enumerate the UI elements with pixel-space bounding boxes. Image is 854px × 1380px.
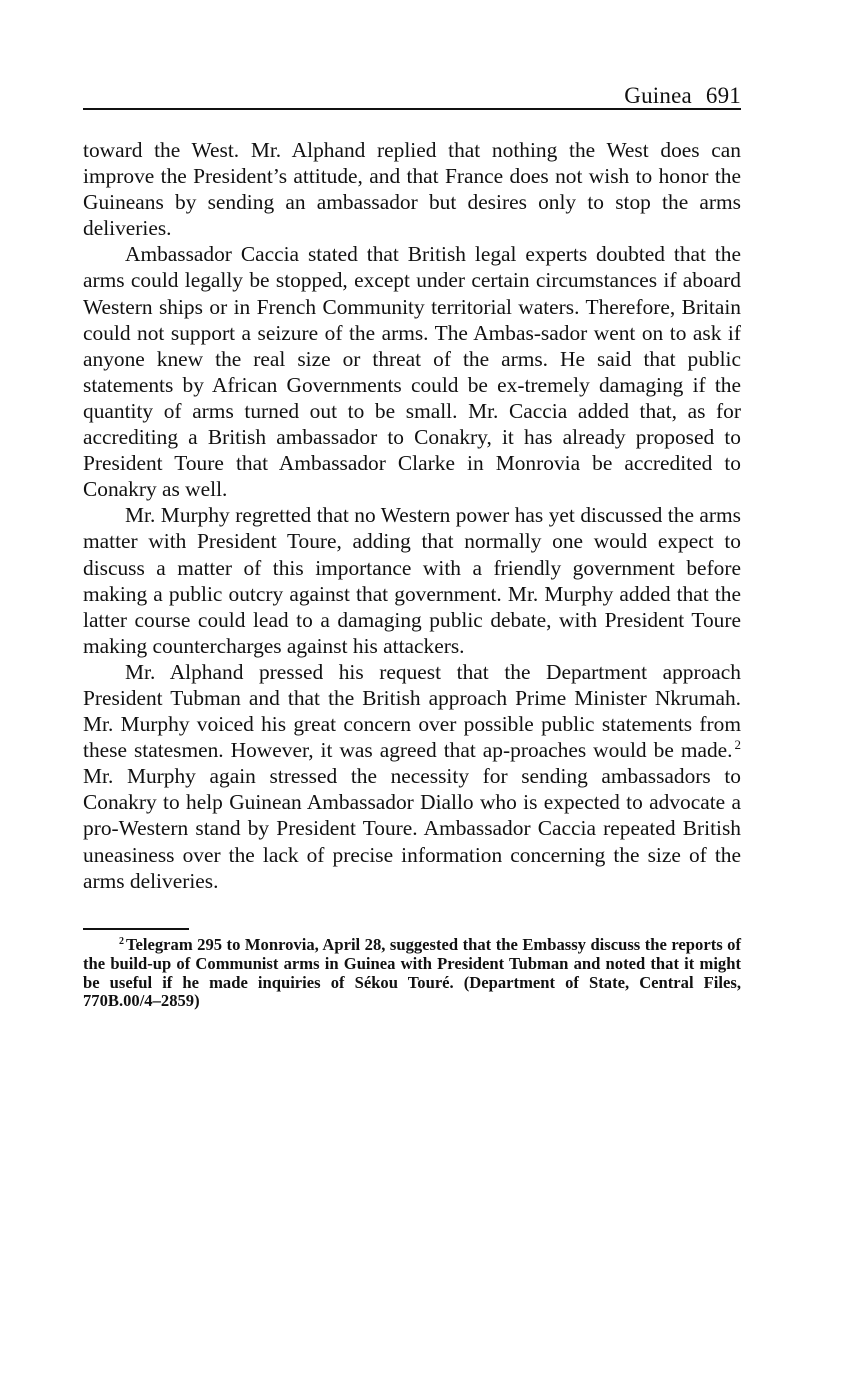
footnote-rule [83,928,189,930]
paragraph-1: toward the West. Mr. Alphand replied that nothing the West does can improve the President’s attitude, and that France does not wish to honor the Guineans by sending an ambassador but desires only to stop the arms deliveries. [83,138,741,241]
page-number: 691 [705,83,741,108]
footnote-marker: 2 [119,936,124,947]
paragraph-4-text-b: Mr. Murphy again stressed the necessity for sending ambassadors to Conakry to help Guinean Ambassador Diallo who is expected to advocate a pro-Western stand by President Toure. Ambassador Caccia repeated British uneasiness over the lack of precise information concerning the size of the arms deliveries. [83,764,741,893]
body-text [83,137,741,894]
paragraph-4 [83,659,741,894]
running-head [624,82,741,110]
running-title: Guinea [624,83,692,108]
paragraph-4-text-a: Mr. Alphand pressed his request that the Department approach President Tubman and that the British approach Prime Minister Nkrumah. Mr. Murphy voiced his great concern over possible public statements from these statesmen. However, it was agreed that ap-proaches would be made. [83,659,741,763]
footnote-reference: 2 [734,737,741,753]
header-rule [83,108,741,110]
footnote-text: Telegram 295 to Monrovia, April 28, suggested that the Embassy discuss the reports of the build-up of Communist arms in Guinea with President Tubman and noted that it might be useful if he made inquiries of Sékou Touré. (Department of State, Central Files, 770B.00/4–2859) [83,935,741,1011]
footnote [83,936,741,1011]
paragraph-3: Mr. Murphy regretted that no Western power has yet discussed the arms matter with President Toure, adding that normally one would expect to discuss a matter of this importance with a friendly government before making a public outcry against that government. Mr. Murphy added that the latter course could lead to a damaging public debate, with President Toure making countercharges against his attackers. [83,503,741,658]
paragraph-2: Ambassador Caccia stated that British legal experts doubted that the arms could legally be stopped, except under certain circumstances if aboard Western ships or in French Community territorial waters. Therefore, Britain could not support a seizure of the arms. The Ambas-sador went on to ask if anyone knew the real size or threat of the arms. He said that public statements by African Governments could be ex-tremely damaging if the quantity of arms turned out to be small. Mr. Caccia added that, as for accrediting a British ambassador to Conakry, it has already proposed to President Toure that Ambassador Clarke in Monrovia be accredited to Conakry as well. [83,242,741,502]
